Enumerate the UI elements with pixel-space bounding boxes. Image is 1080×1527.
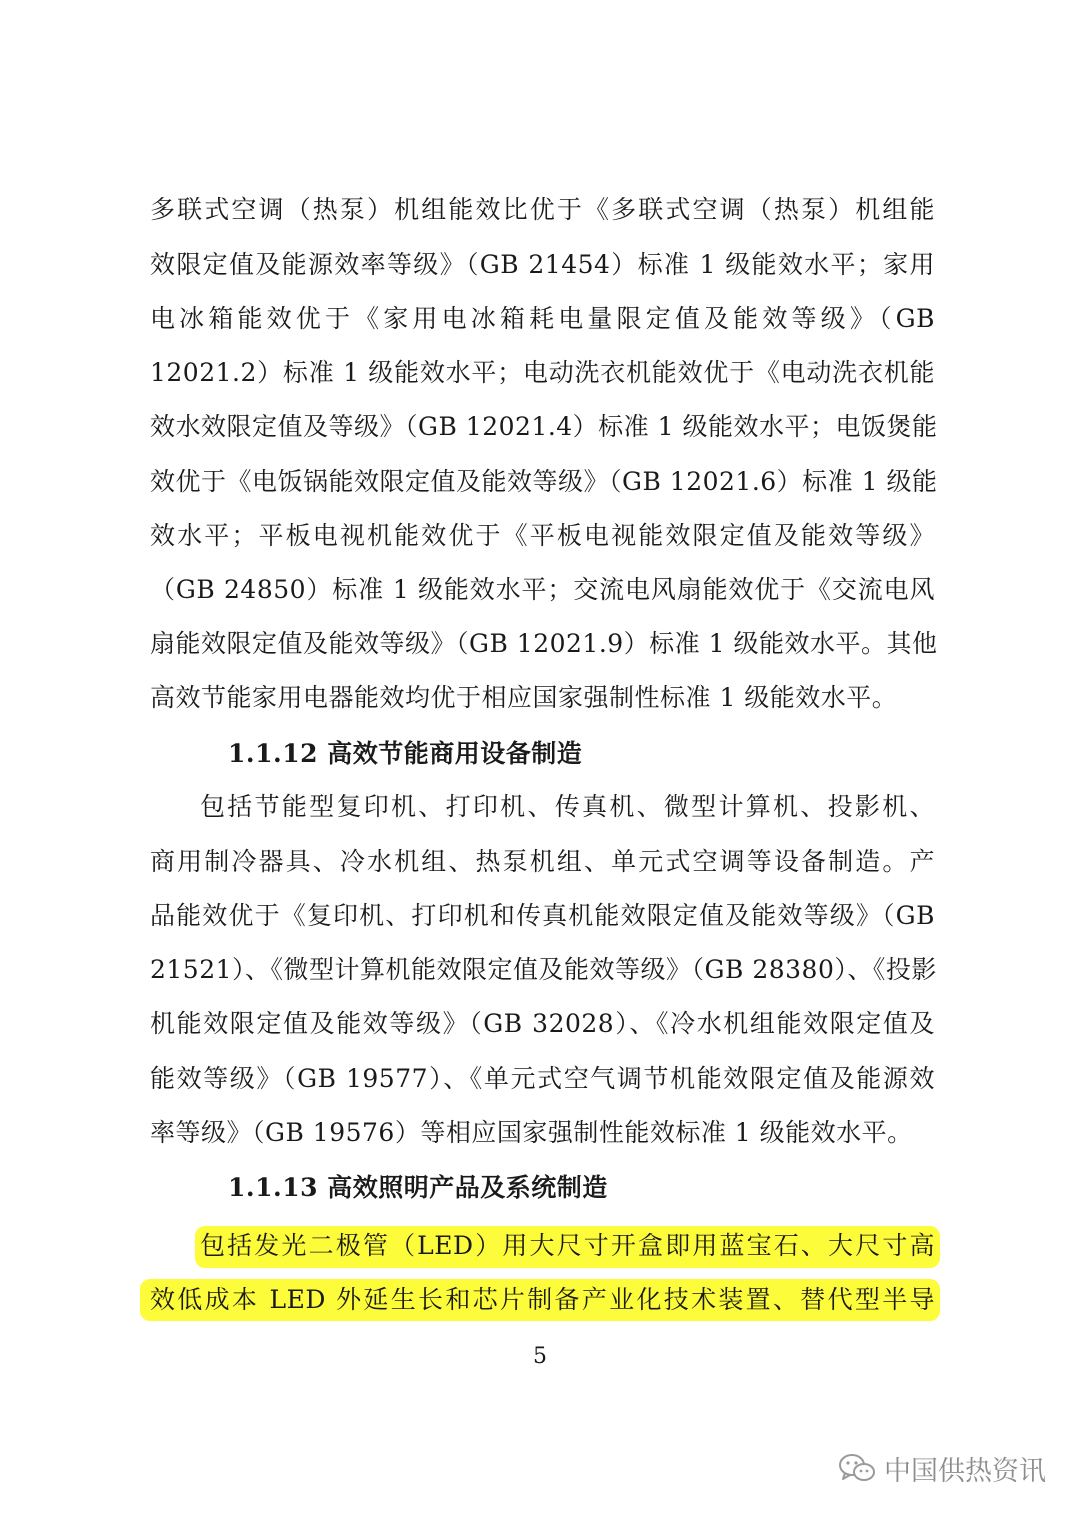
body-text-line: 高效节能家用电器能效均优于相应国家强制性标准 1 级能效水平。 [150,683,898,712]
wechat-icon [838,1452,876,1484]
body-text-line: 效优于《电饭锅能效限定值及能效等级》（GB 12021.6）标准 1 级能 [150,467,938,496]
body-text-line: 率等级》（GB 19576）等相应国家强制性能效标准 1 级能效水平。 [150,1118,913,1147]
page-number: 5 [533,1344,547,1369]
watermark [838,1448,1046,1488]
body-text-line: 机能效限定值及能效等级》（GB 32028）、《冷水机组能效限定值及 [150,1009,935,1038]
body-text-line: 能效等级》（GB 19577）、《单元式空气调节机能效限定值及能源效 [150,1064,935,1093]
body-text-line: 21521）、《微型计算机能效限定值及能效等级》（GB 28380）、《投影 [150,955,937,984]
body-text-line: 效限定值及能源效率等级》（GB 21454）标准 1 级能效水平；家用 [150,250,935,279]
body-text-line: 包括节能型复印机、打印机、传真机、微型计算机、投影机、 [200,792,935,821]
highlighted-text-line: 效低成本 LED 外延生长和芯片制备产业化技术装置、替代型半导 [150,1285,935,1314]
body-text-line: 扇能效限定值及能效等级》（GB 12021.9）标准 1 级能效水平。其他 [150,629,938,658]
section-heading: 1.1.12 高效节能商用设备制造 [228,739,583,768]
body-text-line: 效水平；平板电视机能效优于《平板电视能效限定值及能效等级》 [150,521,935,550]
body-text-line: 多联式空调（热泵）机组能效比优于《多联式空调（热泵）机组能 [150,195,935,224]
watermark-text: 中国供热资讯 [884,1455,1046,1487]
body-text-line: 电冰箱能效优于《家用电冰箱耗电量限定值及能效等级》（GB [150,304,935,333]
body-text-line: （GB 24850）标准 1 级能效水平；交流电风扇能效优于《交流电风 [150,575,935,604]
body-text-line: 12021.2）标准 1 级能效水平；电动洗衣机能效优于《电动洗衣机能 [150,358,935,387]
highlighted-text-line: 包括发光二极管（LED）用大尺寸开盒即用蓝宝石、大尺寸高 [200,1231,935,1260]
body-text-line: 品能效优于《复印机、打印机和传真机能效限定值及能效等级》（GB [150,901,935,930]
body-text-line: 效水效限定值及等级》（GB 12021.4）标准 1 级能效水平；电饭煲能 [150,412,938,441]
section-heading: 1.1.13 高效照明产品及系统制造 [228,1173,608,1202]
body-text-line: 商用制冷器具、冷水机组、热泵机组、单元式空调等设备制造。产 [150,847,935,876]
